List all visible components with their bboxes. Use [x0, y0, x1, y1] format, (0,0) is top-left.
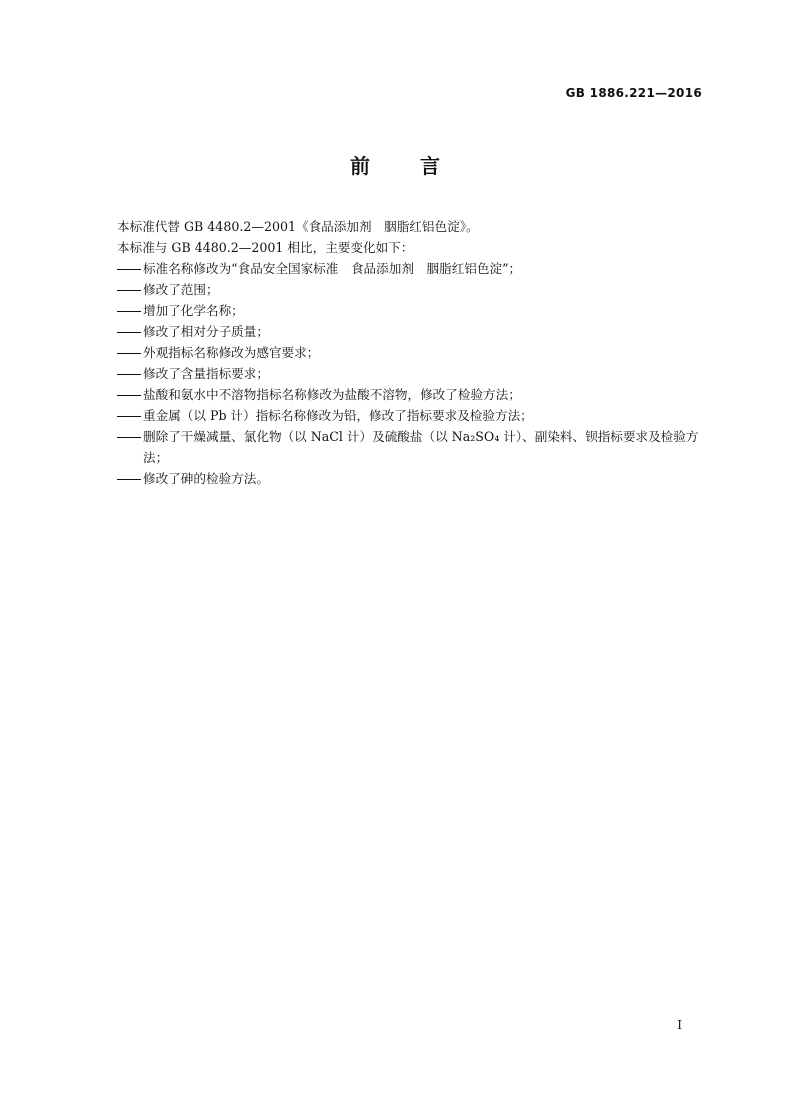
list-item-text: 增加了化学名称；	[143, 303, 244, 318]
list-item	[117, 279, 707, 300]
page-title-part2: 言	[420, 154, 442, 178]
intro-line-changes: 本标准与 GB 4480.2—2001 相比，主要变化如下：	[117, 240, 414, 255]
page-number: I	[677, 1018, 682, 1032]
em-dash-marker	[117, 468, 143, 489]
list-item-text: 删除了干燥减量、氯化物（以 NaCl 计）及硫酸盐（以 Na₂SO₄ 计）、副染料、钡指标要求及检验方法；	[143, 429, 699, 465]
intro-line-replaces: 本标准代替 GB 4480.2—2001《食品添加剂 胭脂红铝色淀》。	[117, 219, 479, 234]
list-item-text: 修改了含量指标要求；	[143, 366, 269, 381]
list-item-text: 标准名称修改为“食品安全国家标准 食品添加剂 胭脂红铝色淀”；	[143, 261, 522, 276]
standard-number: GB 1886.221—2016	[565, 86, 702, 100]
em-dash-marker	[117, 321, 143, 342]
list-item-text: 修改了砷的检验方法。	[143, 471, 269, 486]
em-dash-marker	[117, 300, 143, 321]
list-item	[117, 321, 707, 342]
list-item-text: 修改了范围；	[143, 282, 219, 297]
em-dash-marker	[117, 384, 143, 405]
em-dash-marker	[117, 426, 143, 447]
page-title	[0, 150, 792, 179]
em-dash-marker	[117, 405, 143, 426]
list-item	[117, 300, 707, 321]
page-title-part1: 前	[350, 154, 372, 178]
em-dash-marker	[117, 363, 143, 384]
foreword-body	[117, 216, 707, 489]
list-item	[117, 363, 707, 384]
list-item	[117, 342, 707, 363]
list-item-text: 盐酸和氨水中不溶物指标名称修改为盐酸不溶物，修改了检验方法；	[143, 387, 521, 402]
list-item	[117, 468, 707, 489]
em-dash-marker	[117, 258, 143, 279]
list-item	[117, 258, 707, 279]
em-dash-marker	[117, 342, 143, 363]
list-item	[117, 426, 707, 468]
list-item	[117, 384, 707, 405]
list-item-text: 修改了相对分子质量；	[143, 324, 269, 339]
em-dash-marker	[117, 279, 143, 300]
list-item-text: 外观指标名称修改为感官要求；	[143, 345, 320, 360]
list-item	[117, 405, 707, 426]
list-item-text: 重金属（以 Pb 计）指标名称修改为铅，修改了指标要求及检验方法；	[143, 408, 533, 423]
